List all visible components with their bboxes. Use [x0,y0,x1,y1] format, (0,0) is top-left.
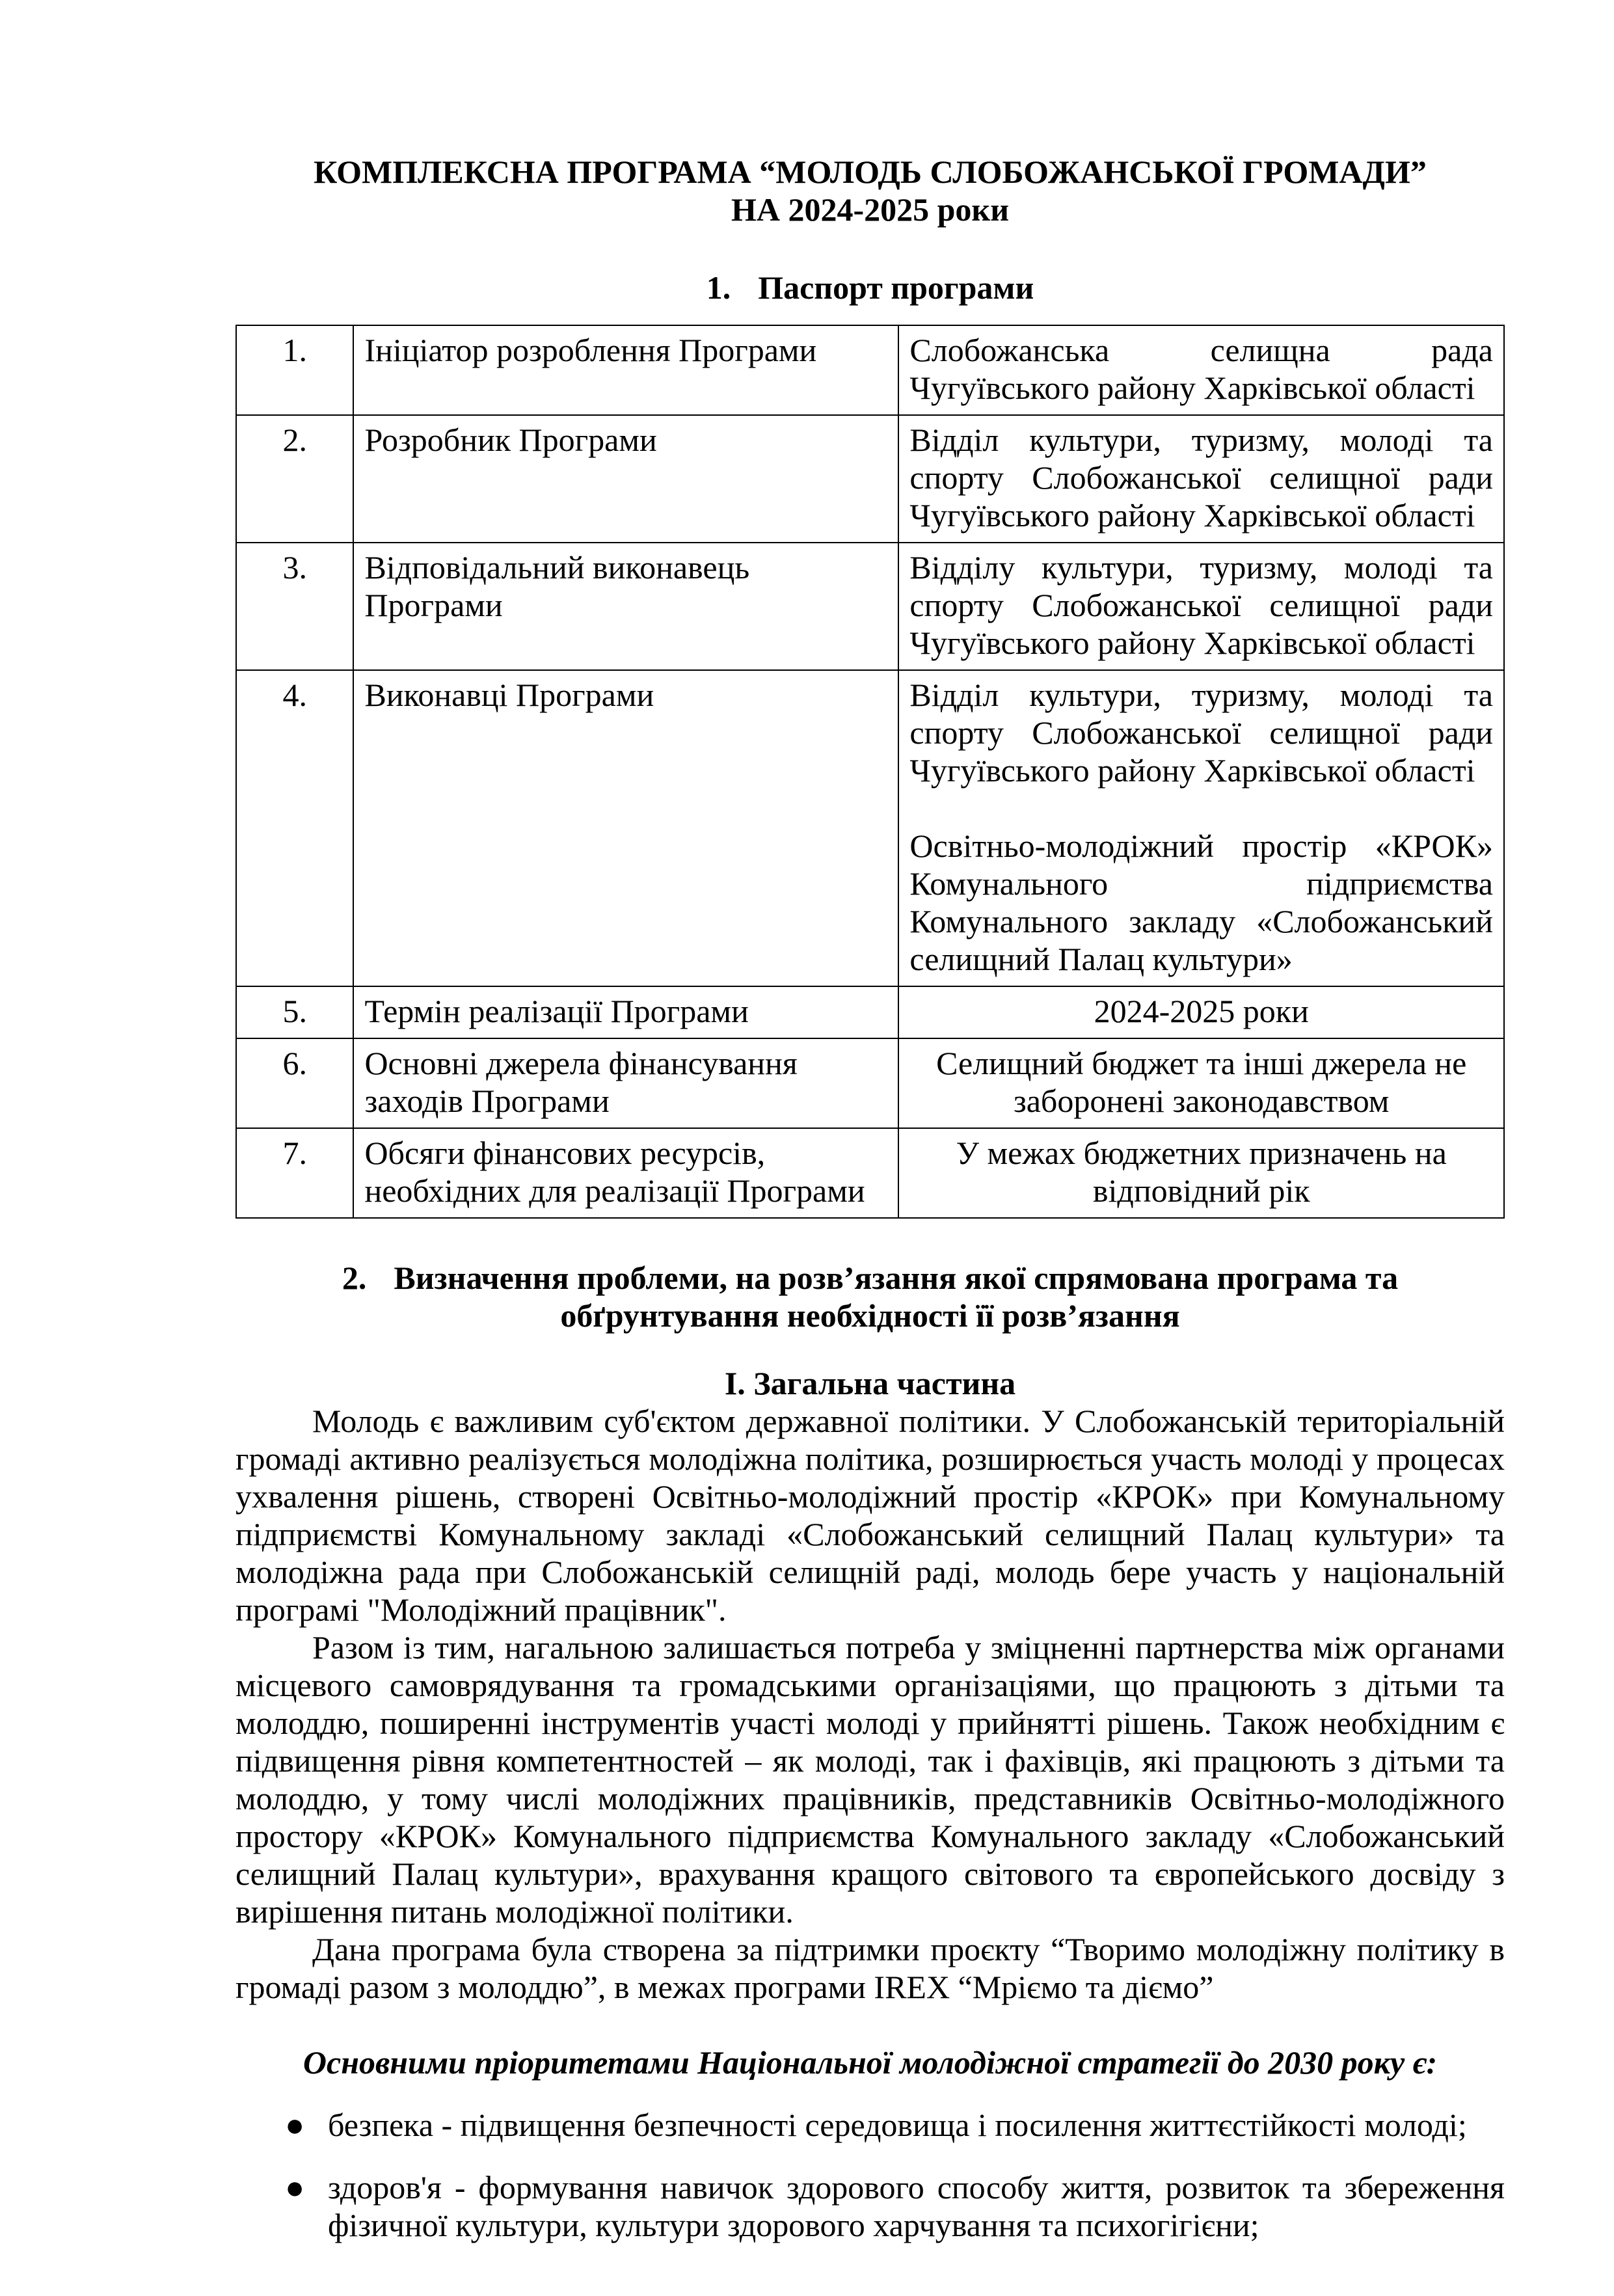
row-value-paragraph-1: Відділ культури, туризму, молоді та спорту Слобожанської селищної ради Чугуївського району Харківської області [909,677,1493,789]
row-label: Ініціатор розроблення Програми [353,325,898,415]
bullet-item-2 [235,2168,1505,2244]
section2-heading-text: Визначення проблеми, на розв’язання якої спрямована програма та обґрунтування необхідності її розв’язання [394,1260,1399,1334]
row-value: Слобожанська селищна рада Чугуївського району Харківської області [898,325,1504,415]
row-label: Обсяги фінансових ресурсів, необхідних для реалізації Програми [353,1128,898,1218]
passport-row-5 [236,986,1504,1038]
priorities-bullet-list [235,2106,1505,2244]
body-paragraph-1: Молодь є важливим суб'єктом державної політики. У Слобожанській територіальній громаді активно реалізується молодіжна політика, розширюється участь молоді у процесах ухвалення рішень, створені Освітньо-молодіжний простір «КРОК» при Комунальному підприємстві Комунальному закладі «Слобожанський селищний Палац культури» та молодіжна рада при Слобожанській селищній раді, молодь бере участь у національній програмі "Молодіжний працівник". [235,1403,1505,1628]
body-paragraph-2: Разом із тим, нагальною залишається потреба у зміцненні партнерства між органами місцевого самоврядування та громадськими організаціями, що працюють з дітьми та молоддю, поширенні інструментів участі молоді у прийнятті рішень. Також необхідним є підвищення рівня компетентностей – як молоді, так і фахівців, які працюють з дітьми та молоддю, у тому числі молодіжних працівників, представників Освітньо-молодіжного простору «КРОК» Комунального підприємства Комунального закладу «Слобожанський селищний Палац культури», врахування кращого світового та європейського досвіду з вирішення питань молодіжної політики. [235,1629,1505,1930]
row-value [898,670,1504,986]
row-value: Селищний бюджет та інші джерела не заборонені законодавством [898,1038,1504,1128]
document-title [235,153,1505,228]
row-label: Розробник Програми [353,415,898,543]
body-paragraph-3: Дана програма була створена за підтримки проєкту “Творимо молодіжну політику в громаді разом з молоддю”, в межах програми IREX “Мріємо та діємо” [235,1931,1505,2005]
row-number: 1. [236,325,353,415]
document-title-line1: КОМПЛЕКСНА ПРОГРАМА “МОЛОДЬ СЛОБОЖАНСЬКОЇ ГРОМАДИ” [314,154,1427,190]
row-value: У межах бюджетних призначень на відповідний рік [898,1128,1504,1218]
bullet-text: безпека - підвищення безпечності середовища і посилення життєстійкості молоді; [328,2107,1467,2143]
passport-row-4 [236,670,1504,986]
document-title-line2: НА 2024-2025 роки [731,191,1010,228]
section2-subheading: І. Загальна частина [724,1365,1016,1401]
row-number: 2. [236,415,353,543]
row-label: Основні джерела фінансування заходів Програми [353,1038,898,1128]
section2-heading [235,1259,1505,1334]
row-value: Відділ культури, туризму, молоді та спорту Слобожанської селищної ради Чугуївського району Харківської області [898,415,1504,543]
passport-row-7 [236,1128,1504,1218]
row-number: 5. [236,986,353,1038]
row-label: Термін реалізації Програми [353,986,898,1038]
row-value: Відділу культури, туризму, молоді та спорту Слобожанської селищної ради Чугуївського району Харківської області [898,543,1504,670]
bullet-marker-icon: ● [285,2169,305,2206]
row-label: Виконавці Програми [353,670,898,986]
strategy-heading: Основними пріоритетами Національної молодіжної стратегії до 2030 року є: [303,2044,1438,2081]
row-number: 4. [236,670,353,986]
passport-row-1 [236,325,1504,415]
row-number: 7. [236,1128,353,1218]
row-number: 3. [236,543,353,670]
row-label: Відповідальний виконавець Програми [353,543,898,670]
bullet-text: здоров'я - формування навичок здорового способу життя, розвиток та збереження фізичної культури, культури здорового харчування та психогігієни; [328,2169,1505,2243]
passport-heading-text: Паспорт програми [758,269,1034,306]
passport-heading-number: 1. [706,269,731,306]
passport-row-2 [236,415,1504,543]
passport-heading [235,269,1505,306]
row-number: 6. [236,1038,353,1128]
passport-row-6 [236,1038,1504,1128]
row-value-paragraph-2: Освітньо-молодіжний простір «КРОК» Комунального підприємства Комунального закладу «Слобожанський селищний Палац культури» [909,828,1493,977]
row-value: 2024-2025 роки [898,986,1504,1038]
passport-table [235,325,1505,1219]
bullet-marker-icon: ● [285,2107,305,2143]
bullet-item-1 [235,2106,1505,2144]
passport-row-3 [236,543,1504,670]
section2-heading-number: 2. [342,1260,367,1296]
